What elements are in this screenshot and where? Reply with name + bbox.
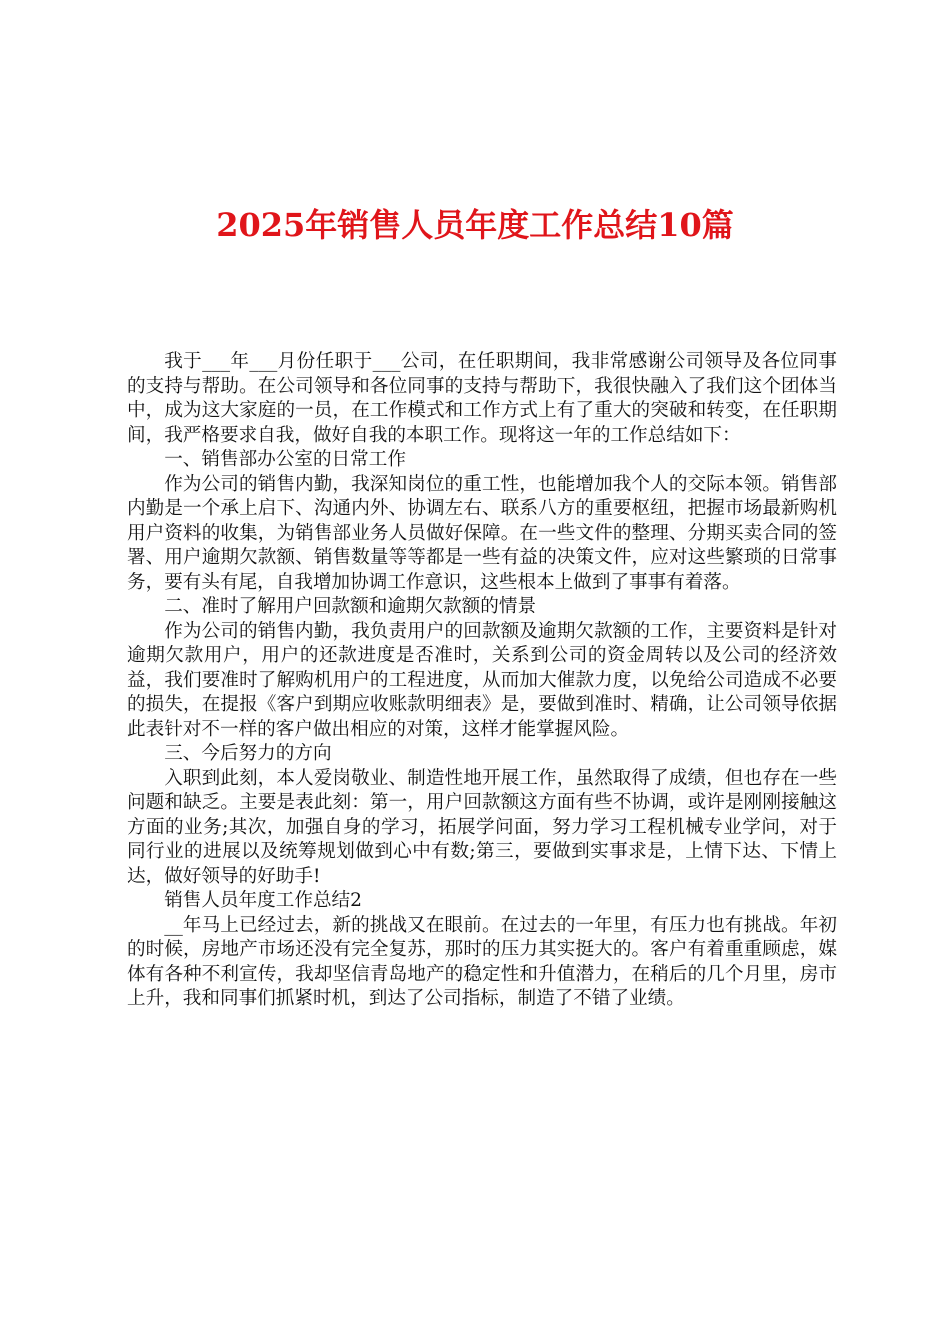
article-2-heading: 销售人员年度工作总结2 [164,890,362,911]
section-heading-future: 三、今后努力的方向 [164,743,332,764]
section-heading-payments: 二、准时了解用户回款额和逾期欠款额的情景 [164,596,537,617]
document-body [127,350,837,1012]
document-title: 2025年销售人员年度工作总结10篇 [216,206,734,244]
section-heading-daily-work: 一、销售部办公室的日常工作 [164,449,406,470]
future-paragraph: 入职到此刻，本人爱岗敬业、制造性地开展工作，虽然取得了成绩，但也存在一些问题和缺乏。主要是表此刻：第一，用户回款额这方面有些不协调，或许是刚刚接触这方面的业务;其次，加强自身的学习，拓展学问面，努力学习工程机械专业学问，对于同行业的进展以及统筹规划做到心中有数;第三，要做到实事求是，上情下达、下情上达，做好领导的好助手! [127,767,837,887]
article-2-paragraph: __年马上已经过去，新的挑战又在眼前。在过去的一年里，有压力也有挑战。年初的时候，房地产市场还没有完全复苏，那时的压力其实挺大的。客户有着重重顾虑，媒体有各种不利宣传，我却坚信青岛地产的稳定性和升值潜力，在稍后的几个月里，房市上升，我和同事们抓紧时机，到达了公司指标，制造了不错了业绩。 [127,914,837,1009]
intro-paragraph: 我于___年___月份任职于___公司，在任职期间，我非常感谢公司领导及各位同事的支持与帮助。在公司领导和各位同事的支持与帮助下，我很快融入了我们这个团体当中，成为这大家庭的一员，在工作模式和工作方式上有了重大的突破和转变，在任职期间，我严格要求自我，做好自我的本职工作。现将这一年的工作总结如下： [127,351,837,446]
payments-paragraph: 作为公司的销售内勤，我负责用户的回款额及逾期欠款额的工作，主要资料是针对逾期欠款用户，用户的还款进度是否准时，关系到公司的资金周转以及公司的经济效益，我们要准时了解购机用户的工程进度，从而加大催款力度，以免给公司造成不必要的损失，在提报《客户到期应收账款明细表》是，要做到准时、精确，让公司领导依据此表针对不一样的客户做出相应的对策，这样才能掌握风险。 [127,620,837,740]
daily-work-paragraph: 作为公司的销售内勤，我深知岗位的重工性，也能增加我个人的交际本领。销售部内勤是一个承上启下、沟通内外、协调左右、联系八方的重要枢纽，把握市场最新购机用户资料的收集，为销售部业务人员做好保障。在一些文件的整理、分期买卖合同的签署、用户逾期欠款额、销售数量等等都是一些有益的决策文件，应对这些繁琐的日常事务，要有头有尾，自我增加协调工作意识，这些根本上做到了事事有着落。 [127,473,837,593]
